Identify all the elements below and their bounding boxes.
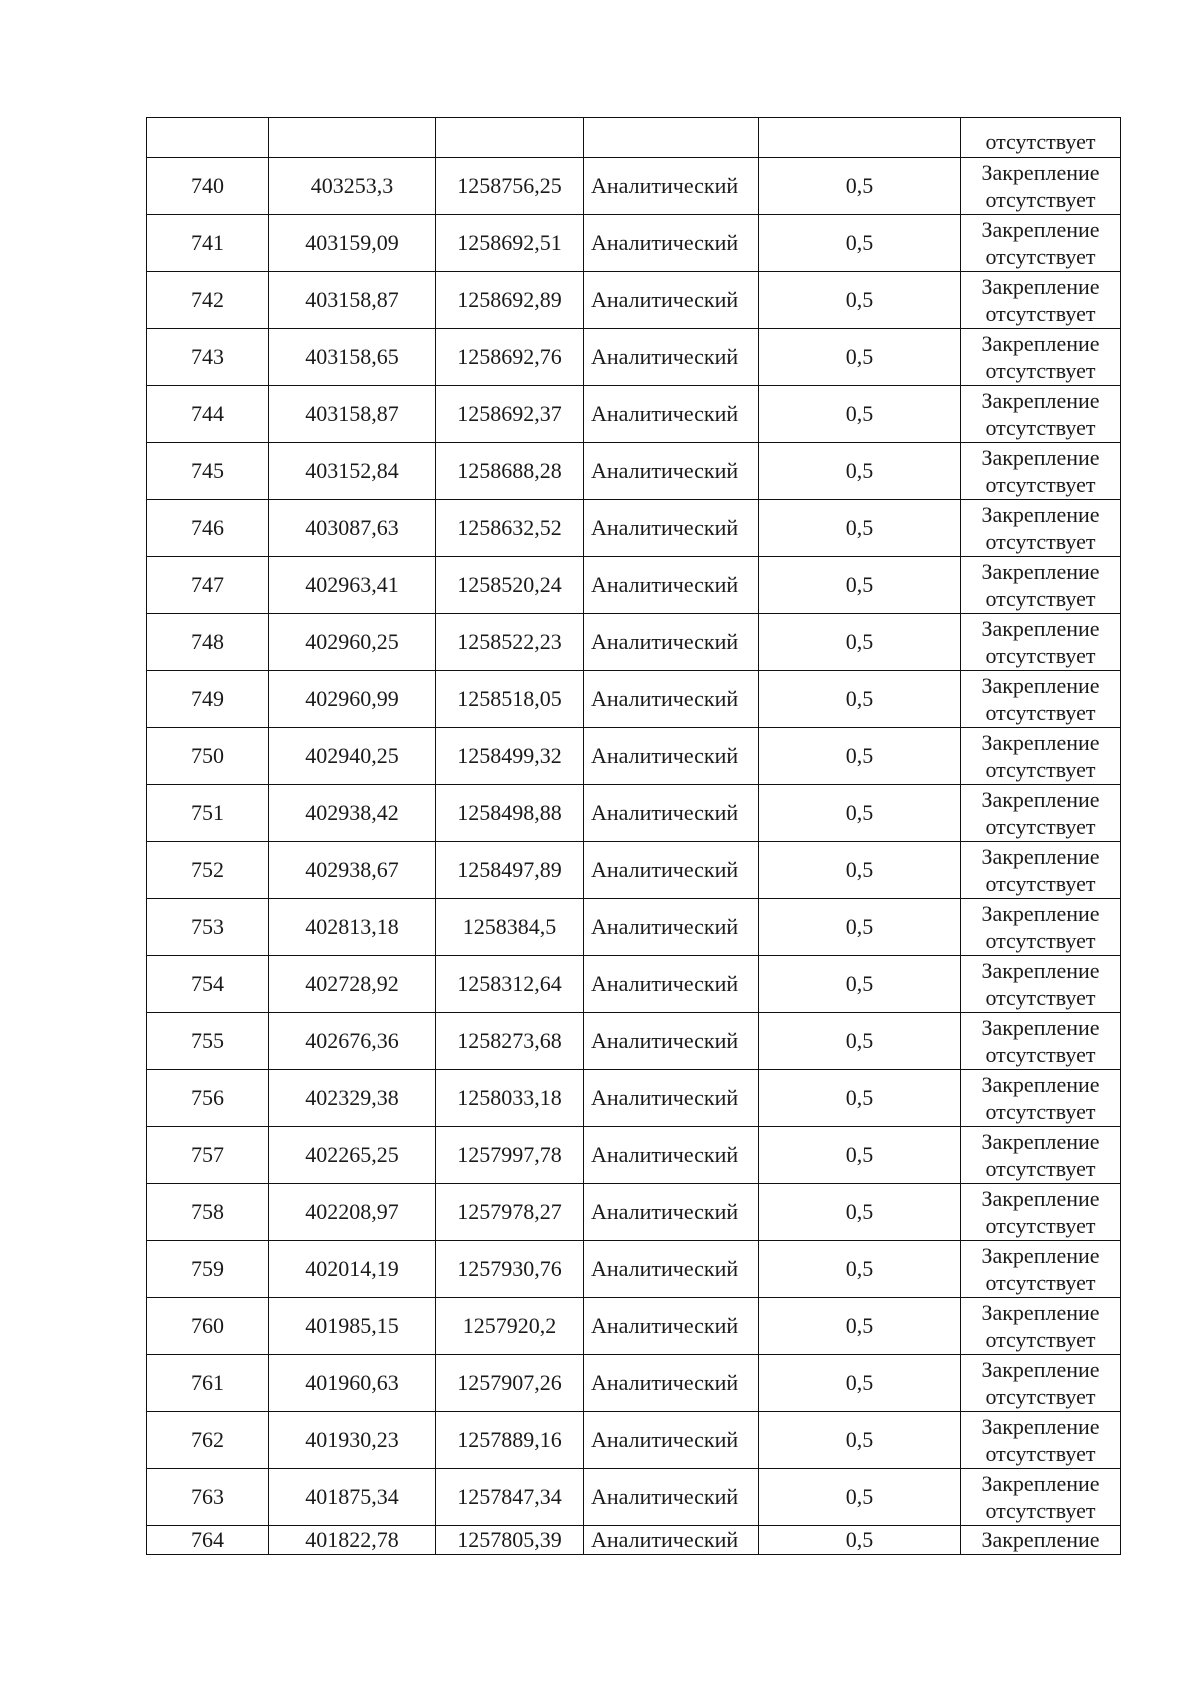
point-cell: 746 bbox=[147, 500, 269, 557]
table-row bbox=[147, 785, 1121, 842]
point-cell: 751 bbox=[147, 785, 269, 842]
table-row bbox=[147, 443, 1121, 500]
fixation-cell bbox=[961, 215, 1121, 272]
point-cell: 752 bbox=[147, 842, 269, 899]
x-cell: 402265,25 bbox=[269, 1127, 436, 1184]
method-cell: Аналитический bbox=[584, 1412, 759, 1469]
x-cell: 403158,65 bbox=[269, 329, 436, 386]
y-cell: 1257978,27 bbox=[436, 1184, 584, 1241]
x-cell: 402963,41 bbox=[269, 557, 436, 614]
fixation-text: Закрепление bbox=[981, 1072, 1100, 1097]
x-cell: 403159,09 bbox=[269, 215, 436, 272]
fixation-text: отсутствует bbox=[985, 187, 1096, 212]
fixation-text: отсутствует bbox=[985, 415, 1096, 440]
fixation-text: отсутствует bbox=[985, 586, 1096, 611]
y-cell: 1258273,68 bbox=[436, 1013, 584, 1070]
x-cell: 401960,63 bbox=[269, 1355, 436, 1412]
y-cell: 1258688,28 bbox=[436, 443, 584, 500]
fixation-cell bbox=[961, 1070, 1121, 1127]
fixation-text: Закрепление bbox=[981, 559, 1100, 584]
method-cell: Аналитический bbox=[584, 956, 759, 1013]
y-cell: 1258384,5 bbox=[436, 899, 584, 956]
method-cell: Аналитический bbox=[584, 1070, 759, 1127]
fixation-cell bbox=[961, 1526, 1121, 1555]
fixation-text: отсутствует bbox=[985, 1042, 1096, 1067]
fixation-text: отсутствует bbox=[985, 814, 1096, 839]
accuracy-cell: 0,5 bbox=[759, 785, 961, 842]
fixation-cell bbox=[961, 329, 1121, 386]
method-cell: Аналитический bbox=[584, 158, 759, 215]
fixation-cell bbox=[961, 1469, 1121, 1526]
fixation-text: отсутствует bbox=[985, 301, 1096, 326]
method-cell: Аналитический bbox=[584, 1184, 759, 1241]
fixation-text: Закрепление bbox=[981, 901, 1100, 926]
method-cell: Аналитический bbox=[584, 1127, 759, 1184]
fixation-cell bbox=[961, 1013, 1121, 1070]
fixation-cell bbox=[961, 443, 1121, 500]
fixation-cell bbox=[961, 899, 1121, 956]
x-cell: 403158,87 bbox=[269, 272, 436, 329]
y-cell: 1258632,52 bbox=[436, 500, 584, 557]
x-cell: 402676,36 bbox=[269, 1013, 436, 1070]
y-cell: 1258692,76 bbox=[436, 329, 584, 386]
fixation-text: Закрепление bbox=[981, 1471, 1100, 1496]
point-cell: 742 bbox=[147, 272, 269, 329]
point-cell: 754 bbox=[147, 956, 269, 1013]
method-cell: Аналитический bbox=[584, 614, 759, 671]
point-cell: 758 bbox=[147, 1184, 269, 1241]
accuracy-cell: 0,5 bbox=[759, 1412, 961, 1469]
accuracy-cell: 0,5 bbox=[759, 158, 961, 215]
method-cell: Аналитический bbox=[584, 1298, 759, 1355]
y-cell: 1257920,2 bbox=[436, 1298, 584, 1355]
y-cell: 1257889,16 bbox=[436, 1412, 584, 1469]
y-cell bbox=[436, 118, 584, 158]
fixation-text: отсутствует bbox=[985, 529, 1096, 554]
y-cell: 1257907,26 bbox=[436, 1355, 584, 1412]
fixation-text: отсутствует bbox=[985, 757, 1096, 782]
method-cell: Аналитический bbox=[584, 1013, 759, 1070]
x-cell: 402960,25 bbox=[269, 614, 436, 671]
x-cell: 402329,38 bbox=[269, 1070, 436, 1127]
point-cell: 764 bbox=[147, 1526, 269, 1555]
method-cell: Аналитический bbox=[584, 443, 759, 500]
accuracy-cell: 0,5 bbox=[759, 1184, 961, 1241]
fixation-cell bbox=[961, 386, 1121, 443]
table-row bbox=[147, 1127, 1121, 1184]
accuracy-cell: 0,5 bbox=[759, 557, 961, 614]
y-cell: 1258498,88 bbox=[436, 785, 584, 842]
table-row bbox=[147, 614, 1121, 671]
point-cell: 761 bbox=[147, 1355, 269, 1412]
fixation-text: отсутствует bbox=[985, 1327, 1096, 1352]
method-cell: Аналитический bbox=[584, 272, 759, 329]
fixation-text: отсутствует bbox=[985, 1384, 1096, 1409]
fixation-text: Закрепление bbox=[981, 730, 1100, 755]
point-cell: 756 bbox=[147, 1070, 269, 1127]
accuracy-cell: 0,5 bbox=[759, 1355, 961, 1412]
fixation-cell bbox=[961, 956, 1121, 1013]
method-cell: Аналитический bbox=[584, 329, 759, 386]
point-cell: 747 bbox=[147, 557, 269, 614]
point-cell: 763 bbox=[147, 1469, 269, 1526]
fixation-cell bbox=[961, 1127, 1121, 1184]
fixation-cell bbox=[961, 785, 1121, 842]
x-cell: 402208,97 bbox=[269, 1184, 436, 1241]
point-cell: 743 bbox=[147, 329, 269, 386]
x-cell: 402014,19 bbox=[269, 1241, 436, 1298]
accuracy-cell: 0,5 bbox=[759, 329, 961, 386]
table-row bbox=[147, 1412, 1121, 1469]
accuracy-cell: 0,5 bbox=[759, 1127, 961, 1184]
fixation-text: отсутствует bbox=[985, 985, 1096, 1010]
table-row bbox=[147, 1298, 1121, 1355]
table-row bbox=[147, 899, 1121, 956]
fixation-text: отсутствует bbox=[985, 1441, 1096, 1466]
y-cell: 1258518,05 bbox=[436, 671, 584, 728]
method-cell: Аналитический bbox=[584, 215, 759, 272]
accuracy-cell: 0,5 bbox=[759, 1298, 961, 1355]
point-cell: 744 bbox=[147, 386, 269, 443]
fixation-text: Закрепление bbox=[981, 1357, 1100, 1382]
x-cell: 403087,63 bbox=[269, 500, 436, 557]
fixation-cell bbox=[961, 728, 1121, 785]
method-cell: Аналитический bbox=[584, 500, 759, 557]
fixation-text: Закрепление bbox=[981, 274, 1100, 299]
accuracy-cell: 0,5 bbox=[759, 842, 961, 899]
y-cell: 1258756,25 bbox=[436, 158, 584, 215]
method-cell: Аналитический bbox=[584, 557, 759, 614]
fixation-text: отсутствует bbox=[985, 1156, 1096, 1181]
fixation-text: Закрепление bbox=[981, 1300, 1100, 1325]
fixation-text: отсутствует bbox=[985, 1498, 1096, 1523]
point-cell: 757 bbox=[147, 1127, 269, 1184]
method-cell bbox=[584, 118, 759, 158]
accuracy-cell bbox=[759, 118, 961, 158]
accuracy-cell: 0,5 bbox=[759, 215, 961, 272]
accuracy-cell: 0,5 bbox=[759, 614, 961, 671]
fixation-text: Закрепление bbox=[981, 844, 1100, 869]
x-cell: 402728,92 bbox=[269, 956, 436, 1013]
method-cell: Аналитический bbox=[584, 386, 759, 443]
fixation-text: Закрепление bbox=[981, 1015, 1100, 1040]
y-cell: 1258033,18 bbox=[436, 1070, 584, 1127]
table-row bbox=[147, 1070, 1121, 1127]
point-cell: 759 bbox=[147, 1241, 269, 1298]
x-cell: 403158,87 bbox=[269, 386, 436, 443]
fixation-text: отсутствует bbox=[985, 928, 1096, 953]
accuracy-cell: 0,5 bbox=[759, 899, 961, 956]
method-cell: Аналитический bbox=[584, 1355, 759, 1412]
fixation-text: отсутствует bbox=[985, 871, 1096, 896]
fixation-cell bbox=[961, 842, 1121, 899]
fixation-text: отсутствует bbox=[985, 472, 1096, 497]
fixation-text: Закрепление bbox=[981, 673, 1100, 698]
table-row bbox=[147, 842, 1121, 899]
accuracy-cell: 0,5 bbox=[759, 956, 961, 1013]
accuracy-cell: 0,5 bbox=[759, 728, 961, 785]
accuracy-cell: 0,5 bbox=[759, 1469, 961, 1526]
x-cell: 401930,23 bbox=[269, 1412, 436, 1469]
point-cell: 755 bbox=[147, 1013, 269, 1070]
x-cell: 401875,34 bbox=[269, 1469, 436, 1526]
accuracy-cell: 0,5 bbox=[759, 1070, 961, 1127]
x-cell bbox=[269, 118, 436, 158]
table-row bbox=[147, 1241, 1121, 1298]
y-cell: 1258497,89 bbox=[436, 842, 584, 899]
y-cell: 1257805,39 bbox=[436, 1526, 584, 1555]
method-cell: Аналитический bbox=[584, 1469, 759, 1526]
accuracy-cell: 0,5 bbox=[759, 1241, 961, 1298]
point-cell: 753 bbox=[147, 899, 269, 956]
fixation-cell bbox=[961, 118, 1121, 158]
fixation-cell bbox=[961, 500, 1121, 557]
fixation-cell bbox=[961, 1184, 1121, 1241]
method-cell: Аналитический bbox=[584, 1526, 759, 1555]
table-row bbox=[147, 272, 1121, 329]
point-cell: 745 bbox=[147, 443, 269, 500]
table-row bbox=[147, 557, 1121, 614]
point-cell bbox=[147, 118, 269, 158]
table-row bbox=[147, 1469, 1121, 1526]
table-row bbox=[147, 329, 1121, 386]
fixation-text: Закрепление bbox=[981, 331, 1100, 356]
accuracy-cell: 0,5 bbox=[759, 443, 961, 500]
fixation-cell bbox=[961, 272, 1121, 329]
fixation-text: отсутствует bbox=[985, 244, 1096, 269]
x-cell: 403253,3 bbox=[269, 158, 436, 215]
fixation-text: отсутствует bbox=[985, 700, 1096, 725]
table-row bbox=[147, 215, 1121, 272]
fixation-cell bbox=[961, 158, 1121, 215]
table-row bbox=[147, 1184, 1121, 1241]
y-cell: 1258520,24 bbox=[436, 557, 584, 614]
point-cell: 740 bbox=[147, 158, 269, 215]
point-cell: 762 bbox=[147, 1412, 269, 1469]
accuracy-cell: 0,5 bbox=[759, 272, 961, 329]
x-cell: 401822,78 bbox=[269, 1526, 436, 1555]
fixation-cell bbox=[961, 557, 1121, 614]
point-cell: 750 bbox=[147, 728, 269, 785]
fixation-text: Закрепление bbox=[981, 160, 1100, 185]
table-row bbox=[147, 956, 1121, 1013]
x-cell: 403152,84 bbox=[269, 443, 436, 500]
accuracy-cell: 0,5 bbox=[759, 1526, 961, 1555]
accuracy-cell: 0,5 bbox=[759, 1013, 961, 1070]
fixation-text: Закрепление bbox=[981, 445, 1100, 470]
table-row bbox=[147, 158, 1121, 215]
y-cell: 1258692,89 bbox=[436, 272, 584, 329]
y-cell: 1258692,37 bbox=[436, 386, 584, 443]
fixation-cell bbox=[961, 1412, 1121, 1469]
table-row bbox=[147, 1355, 1121, 1412]
y-cell: 1257997,78 bbox=[436, 1127, 584, 1184]
y-cell: 1258499,32 bbox=[436, 728, 584, 785]
method-cell: Аналитический bbox=[584, 1241, 759, 1298]
method-cell: Аналитический bbox=[584, 842, 759, 899]
table-row bbox=[147, 1013, 1121, 1070]
fixation-cell bbox=[961, 614, 1121, 671]
table-row bbox=[147, 1526, 1121, 1555]
fixation-text: отсутствует bbox=[985, 129, 1096, 154]
method-cell: Аналитический bbox=[584, 899, 759, 956]
method-cell: Аналитический bbox=[584, 728, 759, 785]
fixation-text: Закрепление bbox=[981, 217, 1100, 242]
fixation-text: отсутствует bbox=[985, 1099, 1096, 1124]
fixation-text: Закрепление bbox=[981, 502, 1100, 527]
fixation-cell bbox=[961, 1298, 1121, 1355]
x-cell: 402938,67 bbox=[269, 842, 436, 899]
y-cell: 1258522,23 bbox=[436, 614, 584, 671]
table-row bbox=[147, 500, 1121, 557]
coordinates-table-body bbox=[147, 118, 1121, 1555]
fixation-text: Закрепление bbox=[981, 1527, 1100, 1552]
point-cell: 741 bbox=[147, 215, 269, 272]
table-row bbox=[147, 386, 1121, 443]
table-row bbox=[147, 671, 1121, 728]
fixation-text: Закрепление bbox=[981, 1414, 1100, 1439]
fixation-text: отсутствует bbox=[985, 643, 1096, 668]
fixation-text: Закрепление bbox=[981, 1129, 1100, 1154]
fixation-text: Закрепление bbox=[981, 1186, 1100, 1211]
table-row bbox=[147, 728, 1121, 785]
point-cell: 748 bbox=[147, 614, 269, 671]
method-cell: Аналитический bbox=[584, 671, 759, 728]
y-cell: 1257847,34 bbox=[436, 1469, 584, 1526]
point-cell: 760 bbox=[147, 1298, 269, 1355]
x-cell: 402938,42 bbox=[269, 785, 436, 842]
accuracy-cell: 0,5 bbox=[759, 386, 961, 443]
y-cell: 1258312,64 bbox=[436, 956, 584, 1013]
method-cell: Аналитический bbox=[584, 785, 759, 842]
fixation-text: Закрепление bbox=[981, 616, 1100, 641]
x-cell: 402960,99 bbox=[269, 671, 436, 728]
fixation-text: отсутствует bbox=[985, 1270, 1096, 1295]
x-cell: 402813,18 bbox=[269, 899, 436, 956]
fixation-text: отсутствует bbox=[985, 1213, 1096, 1238]
accuracy-cell: 0,5 bbox=[759, 671, 961, 728]
point-cell: 749 bbox=[147, 671, 269, 728]
x-cell: 402940,25 bbox=[269, 728, 436, 785]
fixation-text: отсутствует bbox=[985, 358, 1096, 383]
y-cell: 1257930,76 bbox=[436, 1241, 584, 1298]
x-cell: 401985,15 bbox=[269, 1298, 436, 1355]
accuracy-cell: 0,5 bbox=[759, 500, 961, 557]
continued-row bbox=[147, 118, 1121, 158]
fixation-cell bbox=[961, 1241, 1121, 1298]
fixation-text: Закрепление bbox=[981, 388, 1100, 413]
fixation-text: Закрепление bbox=[981, 787, 1100, 812]
fixation-cell bbox=[961, 671, 1121, 728]
y-cell: 1258692,51 bbox=[436, 215, 584, 272]
coordinates-table bbox=[146, 117, 1121, 1555]
fixation-text: Закрепление bbox=[981, 958, 1100, 983]
fixation-cell bbox=[961, 1355, 1121, 1412]
fixation-text: Закрепление bbox=[981, 1243, 1100, 1268]
